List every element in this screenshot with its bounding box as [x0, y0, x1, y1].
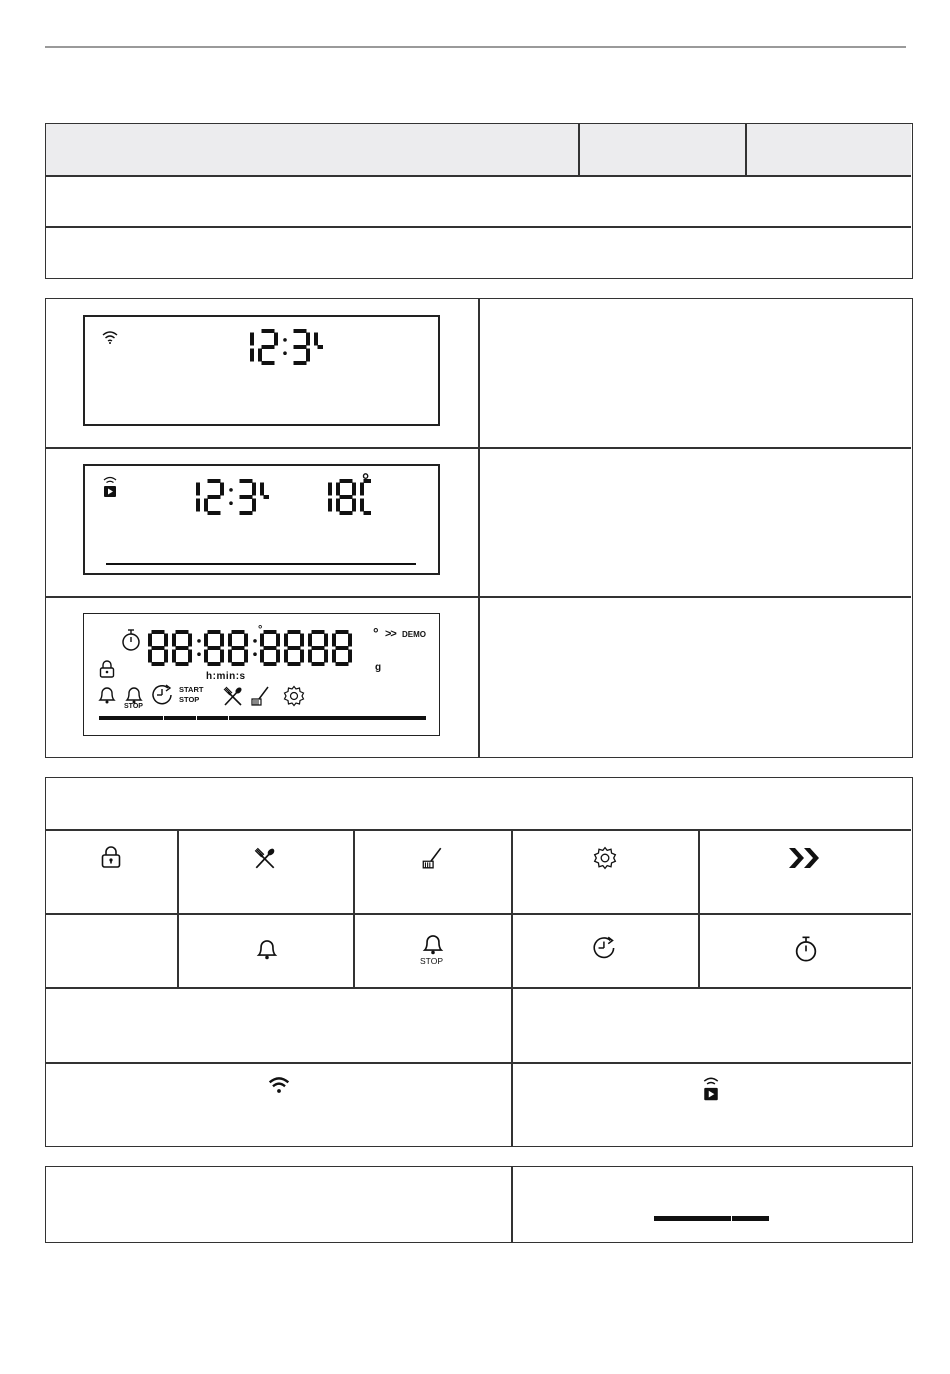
stop-label-right: STOP	[179, 695, 200, 704]
display-standby	[83, 315, 440, 426]
header-table	[45, 123, 913, 279]
colon-dot-top	[283, 338, 287, 342]
progress-line	[106, 563, 416, 565]
time-readout-2	[179, 478, 269, 516]
cutlery-icon	[253, 846, 277, 870]
colon-dot-bottom	[229, 501, 233, 505]
demo-label: DEMO	[402, 630, 426, 639]
display-all-segments	[83, 613, 440, 736]
colon-dot-bottom	[253, 652, 257, 656]
wifi-icon	[267, 1074, 291, 1096]
bell-icon	[255, 935, 279, 961]
colon-dot-top	[229, 488, 233, 492]
cutlery-icon	[222, 685, 244, 707]
stopwatch-icon	[121, 628, 141, 652]
time-units: h:min:s	[206, 671, 246, 682]
stop-label-left: STOP	[124, 703, 143, 710]
degree-symbol: °	[362, 470, 370, 490]
seg-time-1	[233, 328, 323, 366]
bell-stop-icon	[124, 683, 144, 705]
symbol-table	[45, 777, 913, 1147]
remote-start-icon	[702, 1076, 720, 1102]
degree-right: °	[373, 625, 379, 641]
display-operation	[83, 464, 440, 575]
cleaning-brush-icon	[420, 846, 444, 870]
lock-icon	[100, 845, 122, 869]
wifi-icon	[101, 329, 119, 345]
fast-heat-chevrons-icon	[787, 846, 825, 870]
clock-arrow-icon	[150, 683, 176, 707]
bell-icon	[97, 683, 117, 705]
cleaning-brush-icon	[250, 685, 270, 707]
unit-g: g	[375, 662, 382, 673]
top-rule	[45, 46, 906, 48]
bottom-table	[45, 1166, 913, 1243]
degree-top: °	[258, 624, 263, 636]
colon-dot-bottom	[197, 652, 201, 656]
bell-stop-icon	[421, 930, 445, 956]
time-readout	[233, 328, 323, 366]
bell-stop-label: STOP	[420, 956, 443, 966]
header-row	[46, 124, 911, 176]
fast-symbol: >>	[385, 628, 396, 640]
colon-dot-top	[253, 639, 257, 643]
lock-icon	[99, 660, 115, 678]
settings-gear-icon	[283, 685, 305, 707]
clock-arrow-icon	[591, 935, 619, 961]
stopwatch-icon	[794, 935, 818, 963]
settings-gear-icon	[593, 846, 617, 870]
start-label: START	[179, 685, 204, 694]
colon-dot-bottom	[283, 351, 287, 355]
bar-indicator	[654, 1216, 769, 1221]
seg-time-2	[179, 478, 269, 516]
progress-bar-segments	[99, 716, 426, 720]
colon-dot-top	[197, 639, 201, 643]
remote-start-icon	[102, 476, 118, 498]
